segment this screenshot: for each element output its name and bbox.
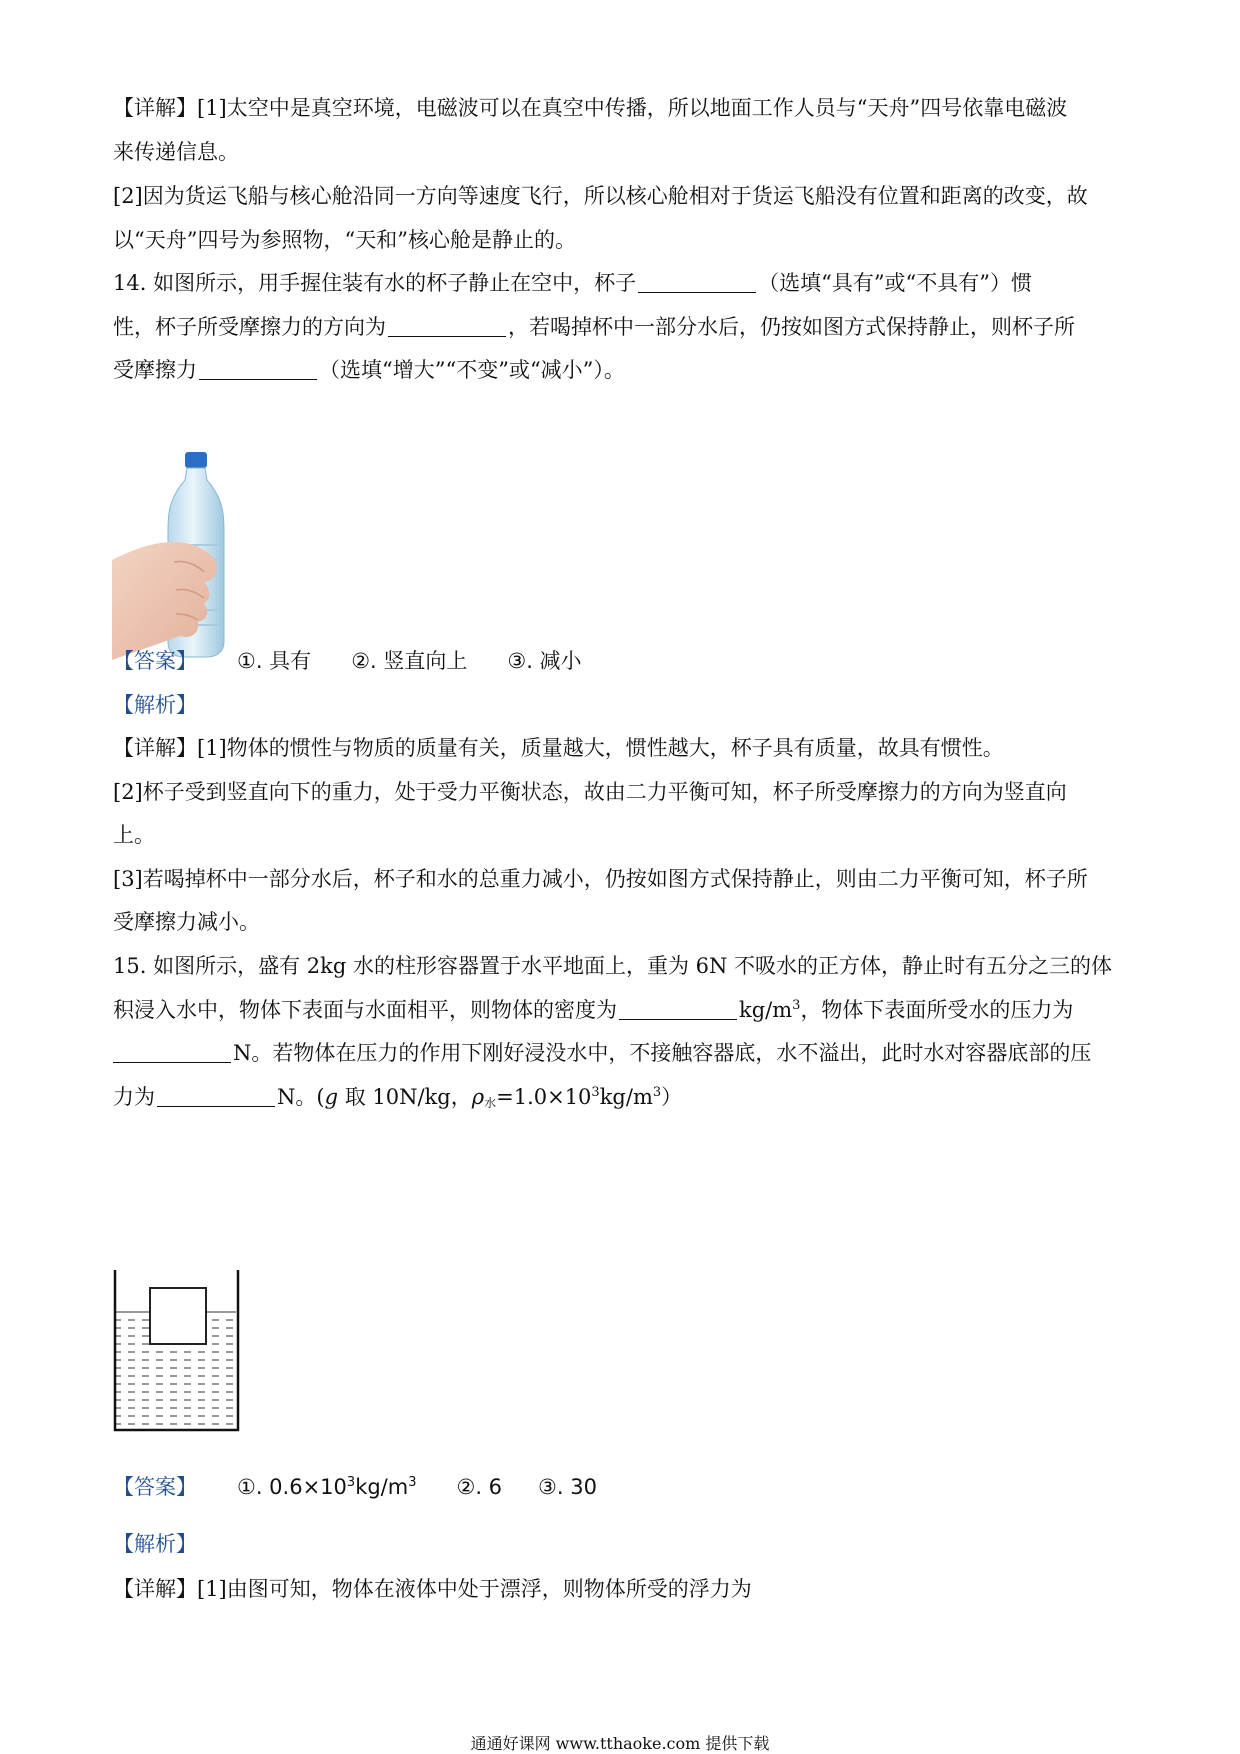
answer-1: ①. $0.6\times 10^3kg/m^3$ bbox=[237, 1475, 417, 1499]
answer-label: 【答案】 bbox=[113, 649, 197, 673]
q13-detail-line-2: 来传递信息。 bbox=[113, 140, 239, 164]
answer-blank bbox=[157, 1086, 275, 1107]
answer-3: ③. 30 bbox=[538, 1475, 597, 1499]
page-footer: 通通好课网 www.tthaoke.com 提供下载 bbox=[470, 1734, 770, 1753]
q15-question-line-3: N。若物体在压力的作用下刚好浸没水中，不接触容器底，水不溢出，此时水对容器底部的压 bbox=[113, 1040, 1133, 1066]
cube bbox=[150, 1288, 206, 1344]
q15-detail-line-1: 【详解】[1]由图可知，物体在液体中处于漂浮，则物体所受的浮力为 bbox=[113, 1577, 752, 1601]
q14-analysis-label: 【解析】 bbox=[113, 693, 197, 717]
answer-blank bbox=[619, 999, 737, 1020]
answer-blank bbox=[199, 359, 317, 380]
q14-detail-line-5: 受摩擦力减小。 bbox=[113, 910, 260, 934]
q15-answer-line bbox=[113, 1474, 1133, 1500]
answer-blank bbox=[113, 1042, 231, 1063]
q15-question-line-2: 积浸入水中，物体下表面与水面相平，则物体的密度为 $kg/m^3$，物体下表面所受水的压力为 bbox=[113, 998, 1074, 1022]
q13-detail-line-4: 以“天舟”四号为参照物，“天和”核心舱是静止的。 bbox=[113, 228, 576, 252]
q15-question-line-1: 15. 如图所示，盛有 2kg 水的柱形容器置于水平地面上，重为 6N 不吸水的正方体，静止时有五分之三的体 bbox=[113, 954, 1113, 978]
answer-1: ①. 具有 bbox=[237, 649, 312, 673]
q14-question-line-1: 14. 如图所示，用手握住装有水的杯子静止在空中，杯子 （选填“具有”或“不具有”）惯 bbox=[113, 271, 1033, 295]
answer-2: ②. 竖直向上 bbox=[351, 649, 468, 673]
detail-label: 【详解】 bbox=[113, 96, 197, 120]
q15-analysis-label: 【解析】 bbox=[113, 1532, 197, 1556]
q14-detail-line-1: 【详解】[1]物体的惯性与物质的质量有关，质量越大，惯性越大，杯子具有质量，故具有惯性。 bbox=[113, 736, 1004, 760]
bottle-cap bbox=[185, 452, 207, 468]
answer-2: ②. 6 bbox=[456, 1475, 503, 1499]
q14-detail-line-4: [3]若喝掉杯中一部分水后，杯子和水的总重力减小，仍按如图方式保持静止，则由二力平衡可知，杯子所 bbox=[113, 867, 1088, 891]
answer-blank bbox=[638, 272, 756, 293]
q14-question-line-3: 受摩擦力 （选填“增大”“不变”或“减小”）。 bbox=[113, 358, 625, 382]
q14-detail-line-2: [2]杯子受到竖直向下的重力，处于受力平衡状态，故由二力平衡可知，杯子所受摩擦力的方向为竖直向 bbox=[113, 780, 1067, 804]
q14-answer-line bbox=[113, 648, 1133, 674]
answer-3: ③. 减小 bbox=[507, 649, 582, 673]
q14-question-line-2: 性，杯子所受摩擦力的方向为 ，若喝掉杯中一部分水后，仍按如图方式保持静止，则杯子所 bbox=[113, 315, 1075, 339]
answer-label: 【答案】 bbox=[113, 1475, 197, 1499]
hand-holding-bottle-figure bbox=[112, 450, 237, 660]
q14-detail-line-3: 上。 bbox=[113, 823, 155, 847]
q13-detail-line-1: 【详解】[1]太空中是真空环境，电磁波可以在真空中传播，所以地面工作人员与“天舟”四号依靠电磁波 bbox=[113, 96, 1068, 120]
answer-blank bbox=[388, 316, 506, 337]
q13-detail-line-3: [2]因为货运飞船与核心舱沿同一方向等速度飞行，所以核心舱相对于货运飞船没有位置和距离的改变，故 bbox=[113, 184, 1088, 208]
container-cube-figure bbox=[112, 1268, 244, 1436]
q15-question-line-4: 力为 N。(g 取 10N/kg，$\rho_水=1.0\times 10^3kg/m^3$） bbox=[113, 1085, 683, 1110]
